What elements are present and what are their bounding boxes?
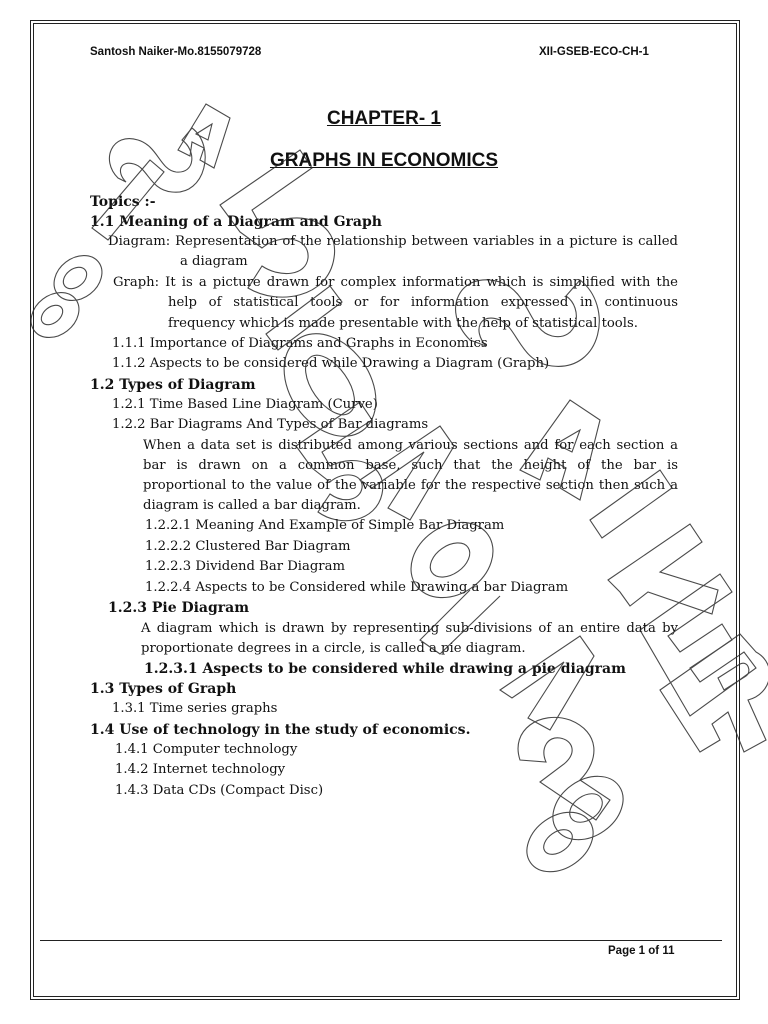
header-author: Santosh Naiker-Mo.8155079728 [90,46,262,58]
section-1-2-3-1: 1.2.3.1 Aspects to be considered while drawing a pie diagram [144,661,626,677]
footer-divider [40,940,722,941]
page-title: GRAPHS IN ECONOMICS [269,150,499,171]
section-1-1-2: 1.1.2 Aspects to be considered while Drawing a Diagram (Graph) [112,356,550,371]
section-1-2-2-4: 1.2.2.4 Aspects to be Considered while Drawing a bar Diagram [145,580,569,595]
section-1-3-1: 1.3.1 Time series graphs [112,701,278,716]
pie-definition-line: A diagram which is drawn by representing sub-divisions of an entire data by [141,621,678,636]
bar-definition-line: When a data set is distributed among various sections and for each section a [143,438,678,453]
header-code: XII-GSEB-ECO-CH-1 [539,46,649,58]
section-1-4-3: 1.4.3 Data CDs (Compact Disc) [115,783,324,798]
section-1-2-2-2: 1.2.2.2 Clustered Bar Diagram [145,539,351,554]
page-number: Page 1 of 11 [608,945,675,957]
section-1-1-1: 1.1.1 Importance of Diagrams and Graphs in Economics [112,336,488,351]
section-1-2-2-3: 1.2.2.3 Dividend Bar Diagram [145,559,345,574]
section-1-2-2-1: 1.2.2.1 Meaning And Example of Simple Bar Diagram [145,518,505,533]
graph-definition-line: frequency which is made presentable with the help of statistical tools. [168,316,638,331]
section-1-2-3: 1.2.3 Pie Diagram [108,600,250,616]
graph-definition-line: Graph: It is a picture drawn for complex information which is simplified with the [113,275,678,290]
section-1-2: 1.2 Types of Diagram [90,377,256,393]
section-1-2-1: 1.2.1 Time Based Line Diagram (Curve) [112,397,378,412]
diagram-definition-line: Diagram: Representation of the relationship between variables in a picture is called [108,234,678,249]
pie-definition-line: proportionate degrees in a circle, is called a pie diagram. [141,641,526,656]
section-1-1: 1.1 Meaning of a Diagram and Graph [90,214,382,230]
bar-definition-line: diagram is called a bar diagram. [143,498,361,513]
section-1-4: 1.4 Use of technology in the study of economics. [90,722,471,738]
bar-definition-line: bar is drawn on a common base, such that the height of the bar is [143,458,678,473]
diagram-definition-line: a diagram [180,254,248,269]
graph-definition-line: help of statistical tools or for information expressed in continuous [168,295,678,310]
section-1-4-1: 1.4.1 Computer technology [115,742,298,757]
section-1-4-2: 1.4.2 Internet technology [115,762,286,777]
section-1-3: 1.3 Types of Graph [90,681,237,697]
section-1-2-2: 1.2.2 Bar Diagrams And Types of Bar diagrams [112,417,429,432]
bar-definition-line: proportional to the value of the variable for the respective section then such a [143,478,678,493]
chapter-heading: CHAPTER- 1 [326,108,441,129]
topics-label: Topics :- [90,194,156,210]
